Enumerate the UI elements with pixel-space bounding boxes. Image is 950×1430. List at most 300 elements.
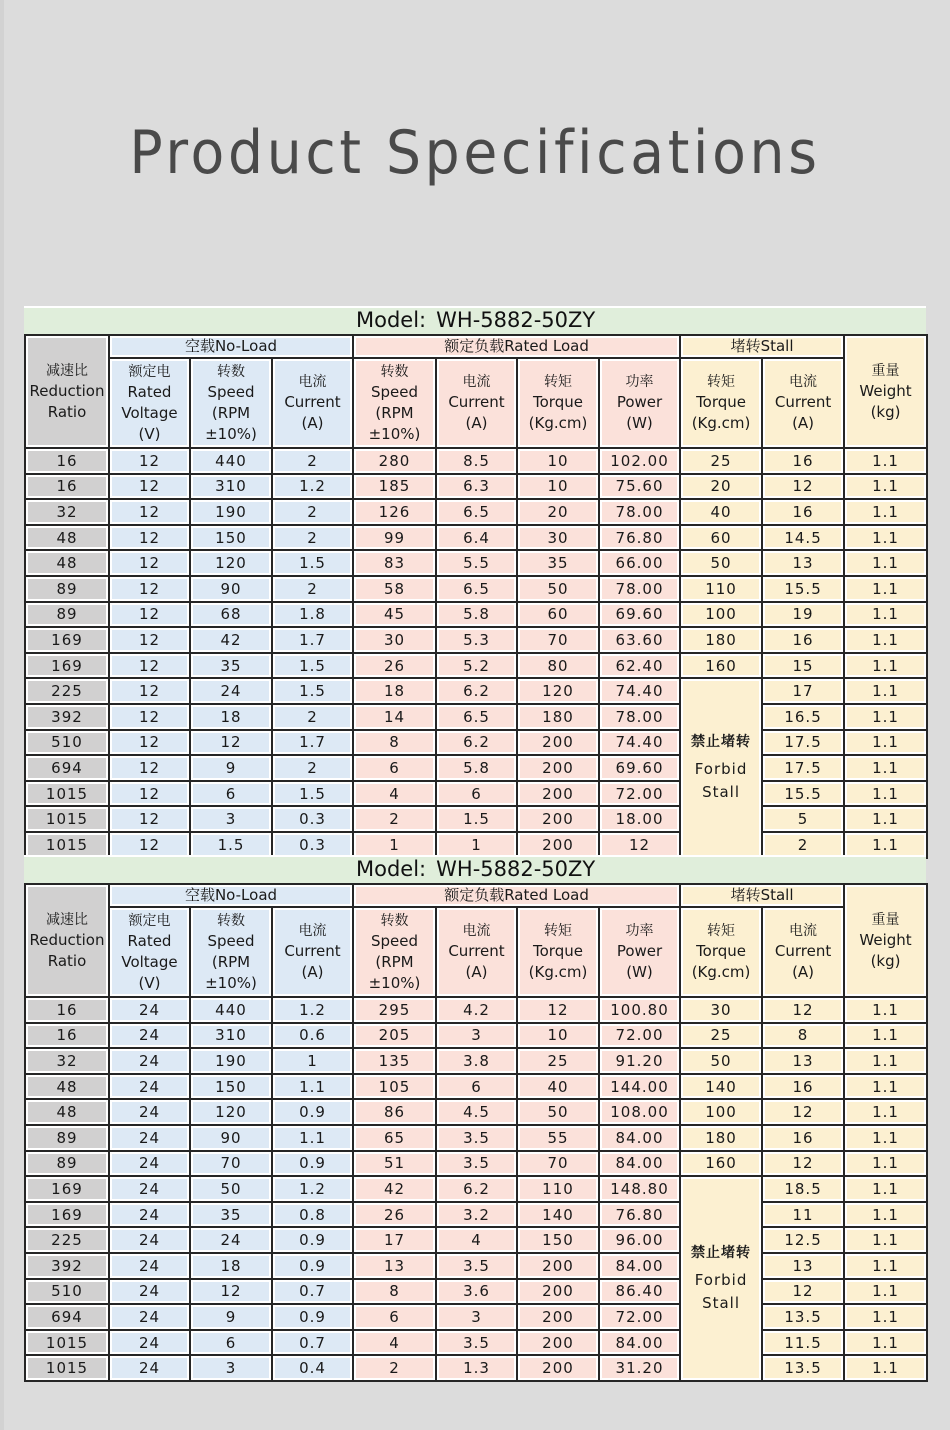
cell-rated-current: 3.5 — [436, 1253, 517, 1279]
cell-stall-current: 15.5 — [762, 576, 844, 602]
cell-weight: 1.1 — [844, 1279, 927, 1305]
cell-rated-speed: 51 — [353, 1151, 436, 1177]
cell-no-load-current: 1.7 — [272, 627, 353, 653]
table-row — [25, 602, 927, 628]
cell-no-load-voltage: 24 — [109, 1074, 190, 1100]
cell-rated-torque: 200 — [517, 1355, 599, 1381]
cell-stall-current: 19 — [762, 602, 844, 628]
cell-reduction-ratio: 32 — [25, 1048, 109, 1074]
model-header — [24, 306, 926, 334]
cell-no-load-voltage: 24 — [109, 1253, 190, 1279]
model-id: WH-5882-50ZY — [436, 308, 596, 332]
spec-table — [24, 883, 928, 1382]
cell-reduction-ratio: 694 — [25, 755, 109, 781]
spec-table-body — [25, 448, 927, 858]
cell-rated-torque: 120 — [517, 678, 599, 704]
cell-reduction-ratio: 16 — [25, 448, 109, 474]
cell-weight: 1.1 — [844, 653, 927, 679]
model-label: Model: — [356, 308, 427, 332]
page-title: Product Specifications — [129, 118, 821, 188]
cell-reduction-ratio: 169 — [25, 627, 109, 653]
cell-rated-torque: 200 — [517, 1253, 599, 1279]
spec-table — [24, 334, 928, 859]
table-row — [25, 627, 927, 653]
cell-rated-power: 18.00 — [599, 806, 680, 832]
cell-weight: 1.1 — [844, 602, 927, 628]
cell-stall-current: 17.5 — [762, 730, 844, 756]
cell-rated-current: 4.2 — [436, 997, 517, 1023]
cell-no-load-speed: 440 — [190, 997, 272, 1023]
cell-no-load-voltage: 24 — [109, 1151, 190, 1177]
cell-reduction-ratio: 392 — [25, 704, 109, 730]
spec-table-body — [25, 997, 927, 1381]
cell-rated-power: 69.60 — [599, 755, 680, 781]
cell-rated-current: 1.5 — [436, 806, 517, 832]
cell-no-load-voltage: 12 — [109, 550, 190, 576]
header-stall-current: 电流 Current (A) — [762, 907, 844, 997]
cell-reduction-ratio: 16 — [25, 1023, 109, 1049]
cell-no-load-speed: 6 — [190, 1330, 272, 1356]
cell-no-load-voltage: 12 — [109, 832, 190, 858]
cell-stall-current: 15.5 — [762, 781, 844, 807]
cell-rated-torque: 70 — [517, 627, 599, 653]
header-stall-group: 堵转Stall — [680, 884, 844, 907]
cell-no-load-current: 1.1 — [272, 1125, 353, 1151]
cell-rated-current: 6.4 — [436, 525, 517, 551]
cell-weight: 1.1 — [844, 1355, 927, 1381]
cell-stall-current: 14.5 — [762, 525, 844, 551]
cell-rated-speed: 135 — [353, 1048, 436, 1074]
cell-no-load-current: 0.9 — [272, 1304, 353, 1330]
table-row — [25, 499, 927, 525]
cell-no-load-current: 1.5 — [272, 550, 353, 576]
cell-no-load-voltage: 12 — [109, 627, 190, 653]
table-row — [25, 1253, 927, 1279]
cell-rated-speed: 26 — [353, 1202, 436, 1228]
cell-weight: 1.1 — [844, 448, 927, 474]
cell-rated-current: 8.5 — [436, 448, 517, 474]
cell-rated-current: 5.2 — [436, 653, 517, 679]
cell-no-load-speed: 35 — [190, 1202, 272, 1228]
cell-rated-torque: 12 — [517, 997, 599, 1023]
cell-rated-torque: 200 — [517, 1279, 599, 1305]
cell-weight: 1.1 — [844, 1074, 927, 1100]
cell-reduction-ratio: 510 — [25, 730, 109, 756]
cell-no-load-voltage: 24 — [109, 1176, 190, 1202]
cell-reduction-ratio: 16 — [25, 474, 109, 500]
cell-no-load-voltage: 12 — [109, 781, 190, 807]
cell-no-load-current: 1.8 — [272, 602, 353, 628]
cell-weight: 1.1 — [844, 1125, 927, 1151]
cell-reduction-ratio: 89 — [25, 602, 109, 628]
cell-stall-torque: 25 — [680, 448, 762, 474]
header-rated-torque: 转矩 Torque (Kg.cm) — [517, 907, 599, 997]
cell-rated-current: 3.2 — [436, 1202, 517, 1228]
cell-no-load-speed: 12 — [190, 1279, 272, 1305]
header-stall-torque: 转矩 Torque (Kg.cm) — [680, 907, 762, 997]
cell-reduction-ratio: 89 — [25, 1125, 109, 1151]
table-row — [25, 755, 927, 781]
cell-rated-current: 3.5 — [436, 1125, 517, 1151]
cell-weight: 1.1 — [844, 1023, 927, 1049]
header-weight: 重量 Weight (kg) — [844, 335, 927, 448]
cell-no-load-speed: 3 — [190, 1355, 272, 1381]
cell-no-load-voltage: 12 — [109, 755, 190, 781]
cell-no-load-speed: 18 — [190, 704, 272, 730]
cell-reduction-ratio: 510 — [25, 1279, 109, 1305]
cell-rated-power: 72.00 — [599, 1304, 680, 1330]
cell-rated-torque: 40 — [517, 1074, 599, 1100]
cell-rated-speed: 6 — [353, 755, 436, 781]
cell-no-load-current: 1.2 — [272, 474, 353, 500]
cell-rated-torque: 50 — [517, 576, 599, 602]
header-stall-group: 堵转Stall — [680, 335, 844, 358]
cell-stall-torque: 50 — [680, 550, 762, 576]
table-row — [25, 448, 927, 474]
table-row — [25, 730, 927, 756]
cell-no-load-current: 2 — [272, 525, 353, 551]
cell-rated-current: 6.2 — [436, 730, 517, 756]
cell-no-load-current: 0.9 — [272, 1099, 353, 1125]
cell-stall-torque: 160 — [680, 653, 762, 679]
cell-rated-power: 78.00 — [599, 499, 680, 525]
cell-no-load-voltage: 12 — [109, 678, 190, 704]
cell-rated-power: 91.20 — [599, 1048, 680, 1074]
cell-rated-torque: 150 — [517, 1227, 599, 1253]
cell-stall-current: 16.5 — [762, 704, 844, 730]
cell-rated-current: 5.8 — [436, 755, 517, 781]
cell-stall-current: 17.5 — [762, 755, 844, 781]
cell-weight: 1.1 — [844, 576, 927, 602]
cell-no-load-voltage: 12 — [109, 704, 190, 730]
cell-rated-speed: 13 — [353, 1253, 436, 1279]
cell-no-load-voltage: 24 — [109, 1202, 190, 1228]
cell-weight: 1.1 — [844, 1176, 927, 1202]
cell-reduction-ratio: 1015 — [25, 806, 109, 832]
cell-stall-torque: 140 — [680, 1074, 762, 1100]
cell-rated-power: 62.40 — [599, 653, 680, 679]
cell-no-load-current: 1.2 — [272, 1176, 353, 1202]
cell-no-load-voltage: 24 — [109, 997, 190, 1023]
cell-no-load-speed: 190 — [190, 1048, 272, 1074]
cell-no-load-speed: 35 — [190, 653, 272, 679]
cell-rated-current: 6.5 — [436, 576, 517, 602]
cell-weight: 1.1 — [844, 627, 927, 653]
cell-rated-torque: 10 — [517, 1023, 599, 1049]
cell-stall-current: 15 — [762, 653, 844, 679]
cell-no-load-speed: 9 — [190, 755, 272, 781]
cell-rated-speed: 58 — [353, 576, 436, 602]
cell-rated-power: 84.00 — [599, 1151, 680, 1177]
cell-rated-speed: 105 — [353, 1074, 436, 1100]
cell-no-load-voltage: 12 — [109, 602, 190, 628]
cell-stall-current: 11.5 — [762, 1330, 844, 1356]
cell-stall-torque: 180 — [680, 627, 762, 653]
cell-rated-torque: 200 — [517, 1304, 599, 1330]
cell-no-load-voltage: 24 — [109, 1355, 190, 1381]
cell-rated-power: 84.00 — [599, 1330, 680, 1356]
cell-stall-current: 17 — [762, 678, 844, 704]
header-no-load-speed: 转数 Speed (RPM ±10%) — [190, 358, 272, 448]
cell-no-load-current: 0.3 — [272, 832, 353, 858]
cell-no-load-speed: 310 — [190, 474, 272, 500]
cell-rated-current: 6.2 — [436, 678, 517, 704]
header-rated-power: 功率 Power (W) — [599, 907, 680, 997]
cell-rated-torque: 50 — [517, 1099, 599, 1125]
cell-rated-speed: 83 — [353, 550, 436, 576]
cell-no-load-speed: 1.5 — [190, 832, 272, 858]
cell-weight: 1.1 — [844, 1330, 927, 1356]
spec-table-block-1 — [24, 306, 926, 859]
cell-no-load-speed: 70 — [190, 1151, 272, 1177]
cell-rated-power: 84.00 — [599, 1125, 680, 1151]
cell-no-load-voltage: 24 — [109, 1125, 190, 1151]
cell-rated-torque: 200 — [517, 781, 599, 807]
cell-rated-power: 76.80 — [599, 525, 680, 551]
cell-stall-torque: 40 — [680, 499, 762, 525]
cell-no-load-voltage: 24 — [109, 1048, 190, 1074]
cell-rated-torque: 200 — [517, 1330, 599, 1356]
forbid-stall-en-2: Stall — [702, 1293, 741, 1312]
cell-rated-current: 6.5 — [436, 499, 517, 525]
table-row — [25, 1176, 927, 1202]
table-row — [25, 1074, 927, 1100]
cell-rated-torque: 80 — [517, 653, 599, 679]
cell-no-load-speed: 24 — [190, 678, 272, 704]
cell-no-load-voltage: 24 — [109, 1304, 190, 1330]
cell-no-load-voltage: 24 — [109, 1227, 190, 1253]
cell-no-load-current: 0.6 — [272, 1023, 353, 1049]
cell-rated-current: 5.8 — [436, 602, 517, 628]
cell-rated-current: 5.3 — [436, 627, 517, 653]
cell-no-load-current: 2 — [272, 499, 353, 525]
cell-reduction-ratio: 48 — [25, 1074, 109, 1100]
cell-stall-torque: 25 — [680, 1023, 762, 1049]
header-no-load-voltage: 额定电 Rated Voltage (V) — [109, 907, 190, 997]
cell-reduction-ratio: 48 — [25, 550, 109, 576]
cell-no-load-current: 0.4 — [272, 1355, 353, 1381]
cell-rated-power: 74.40 — [599, 730, 680, 756]
cell-reduction-ratio: 392 — [25, 1253, 109, 1279]
cell-rated-power: 69.60 — [599, 602, 680, 628]
cell-rated-current: 3.6 — [436, 1279, 517, 1305]
cell-no-load-speed: 42 — [190, 627, 272, 653]
forbid-stall-en-2: Stall — [702, 782, 741, 801]
cell-no-load-voltage: 12 — [109, 525, 190, 551]
cell-reduction-ratio: 89 — [25, 1151, 109, 1177]
cell-rated-speed: 2 — [353, 806, 436, 832]
table-row — [25, 806, 927, 832]
cell-stall-current: 16 — [762, 499, 844, 525]
cell-no-load-current: 1.1 — [272, 1074, 353, 1100]
cell-reduction-ratio: 16 — [25, 997, 109, 1023]
cell-reduction-ratio: 169 — [25, 653, 109, 679]
cell-rated-current: 5.5 — [436, 550, 517, 576]
cell-no-load-speed: 150 — [190, 525, 272, 551]
header-rated-speed: 转数 Speed (RPM ±10%) — [353, 358, 436, 448]
cell-rated-speed: 8 — [353, 730, 436, 756]
cell-no-load-voltage: 12 — [109, 806, 190, 832]
cell-weight: 1.1 — [844, 755, 927, 781]
cell-no-load-current: 1.5 — [272, 781, 353, 807]
cell-reduction-ratio: 48 — [25, 525, 109, 551]
cell-no-load-current: 2 — [272, 448, 353, 474]
cell-weight: 1.1 — [844, 1227, 927, 1253]
cell-rated-current: 6.2 — [436, 1176, 517, 1202]
header-rated-current: 电流 Current (A) — [436, 358, 517, 448]
cell-no-load-current: 0.7 — [272, 1330, 353, 1356]
table-row — [25, 1330, 927, 1356]
cell-rated-power: 78.00 — [599, 576, 680, 602]
cell-weight: 1.1 — [844, 1099, 927, 1125]
cell-stall-torque: 60 — [680, 525, 762, 551]
cell-stall-current: 5 — [762, 806, 844, 832]
cell-rated-speed: 30 — [353, 627, 436, 653]
cell-stall-current: 16 — [762, 1074, 844, 1100]
cell-reduction-ratio: 169 — [25, 1202, 109, 1228]
cell-stall-torque: 180 — [680, 1125, 762, 1151]
cell-no-load-voltage: 12 — [109, 474, 190, 500]
cell-reduction-ratio: 48 — [25, 1099, 109, 1125]
cell-no-load-voltage: 24 — [109, 1023, 190, 1049]
cell-reduction-ratio: 1015 — [25, 1355, 109, 1381]
cell-no-load-voltage: 12 — [109, 576, 190, 602]
cell-no-load-speed: 90 — [190, 576, 272, 602]
cell-no-load-speed: 50 — [190, 1176, 272, 1202]
cell-rated-speed: 8 — [353, 1279, 436, 1305]
cell-rated-power: 72.00 — [599, 781, 680, 807]
cell-rated-speed: 42 — [353, 1176, 436, 1202]
cell-reduction-ratio: 1015 — [25, 832, 109, 858]
cell-no-load-speed: 24 — [190, 1227, 272, 1253]
cell-rated-torque: 200 — [517, 730, 599, 756]
cell-stall-current: 12.5 — [762, 1227, 844, 1253]
cell-rated-speed: 295 — [353, 997, 436, 1023]
cell-rated-current: 3.5 — [436, 1330, 517, 1356]
cell-stall-torque: 100 — [680, 1099, 762, 1125]
cell-rated-speed: 18 — [353, 678, 436, 704]
cell-rated-current: 3 — [436, 1304, 517, 1330]
cell-rated-power: 76.80 — [599, 1202, 680, 1228]
cell-stall-torque: 30 — [680, 997, 762, 1023]
cell-no-load-current: 1.5 — [272, 678, 353, 704]
cell-rated-power: 102.00 — [599, 448, 680, 474]
header-no-load-group: 空载No-Load — [109, 884, 353, 907]
table-row — [25, 1355, 927, 1381]
table-row — [25, 997, 927, 1023]
cell-stall-current: 12 — [762, 474, 844, 500]
cell-stall-current: 13.5 — [762, 1304, 844, 1330]
table-row — [25, 474, 927, 500]
cell-rated-power: 84.00 — [599, 1253, 680, 1279]
cell-rated-torque: 200 — [517, 832, 599, 858]
cell-weight: 1.1 — [844, 1253, 927, 1279]
table-row — [25, 1304, 927, 1330]
header-stall-torque: 转矩 Torque (Kg.cm) — [680, 358, 762, 448]
cell-rated-power: 31.20 — [599, 1355, 680, 1381]
cell-rated-power: 100.80 — [599, 997, 680, 1023]
cell-rated-power: 96.00 — [599, 1227, 680, 1253]
cell-stall-current: 12 — [762, 1099, 844, 1125]
cell-weight: 1.1 — [844, 474, 927, 500]
cell-rated-power: 63.60 — [599, 627, 680, 653]
cell-weight: 1.1 — [844, 1202, 927, 1228]
cell-rated-torque: 30 — [517, 525, 599, 551]
model-label: Model: — [356, 857, 427, 881]
cell-rated-current: 1 — [436, 832, 517, 858]
table-row — [25, 1048, 927, 1074]
table-row — [25, 832, 927, 858]
cell-stall-torque: 110 — [680, 576, 762, 602]
cell-no-load-current: 0.9 — [272, 1253, 353, 1279]
cell-no-load-speed: 120 — [190, 550, 272, 576]
cell-rated-torque: 140 — [517, 1202, 599, 1228]
header-no-load-speed: 转数 Speed (RPM ±10%) — [190, 907, 272, 997]
cell-rated-speed: 45 — [353, 602, 436, 628]
cell-no-load-speed: 310 — [190, 1023, 272, 1049]
cell-rated-speed: 65 — [353, 1125, 436, 1151]
cell-rated-power: 12 — [599, 832, 680, 858]
cell-rated-speed: 280 — [353, 448, 436, 474]
cell-no-load-current: 1.5 — [272, 653, 353, 679]
cell-rated-current: 1.3 — [436, 1355, 517, 1381]
cell-rated-torque: 35 — [517, 550, 599, 576]
cell-rated-torque: 200 — [517, 755, 599, 781]
cell-rated-speed: 205 — [353, 1023, 436, 1049]
cell-rated-speed: 185 — [353, 474, 436, 500]
forbid-stall-cn: 禁止堵转 — [691, 733, 752, 750]
spec-table-block-2 — [24, 855, 926, 1382]
cell-weight: 1.1 — [844, 499, 927, 525]
cell-weight: 1.1 — [844, 806, 927, 832]
cell-stall-torque: 160 — [680, 1151, 762, 1177]
cell-reduction-ratio: 225 — [25, 678, 109, 704]
table-row — [25, 1279, 927, 1305]
cell-no-load-speed: 190 — [190, 499, 272, 525]
forbid-stall-cell — [680, 1176, 762, 1381]
cell-no-load-voltage: 24 — [109, 1330, 190, 1356]
table-row — [25, 1125, 927, 1151]
cell-stall-current: 13 — [762, 550, 844, 576]
forbid-stall-cn: 禁止堵转 — [691, 1244, 752, 1261]
cell-no-load-current: 0.3 — [272, 806, 353, 832]
cell-no-load-speed: 12 — [190, 730, 272, 756]
cell-no-load-current: 2 — [272, 576, 353, 602]
cell-rated-power: 144.00 — [599, 1074, 680, 1100]
cell-no-load-speed: 90 — [190, 1125, 272, 1151]
model-header — [24, 855, 926, 883]
cell-rated-current: 4 — [436, 1227, 517, 1253]
cell-weight: 1.1 — [844, 1304, 927, 1330]
cell-stall-current: 12 — [762, 1151, 844, 1177]
cell-no-load-current: 1 — [272, 1048, 353, 1074]
model-id: WH-5882-50ZY — [436, 857, 596, 881]
cell-rated-torque: 25 — [517, 1048, 599, 1074]
cell-weight: 1.1 — [844, 997, 927, 1023]
cell-no-load-voltage: 12 — [109, 730, 190, 756]
cell-rated-torque: 180 — [517, 704, 599, 730]
cell-rated-torque: 110 — [517, 1176, 599, 1202]
table-row — [25, 1023, 927, 1049]
cell-rated-current: 4.5 — [436, 1099, 517, 1125]
cell-reduction-ratio: 169 — [25, 1176, 109, 1202]
cell-no-load-speed: 18 — [190, 1253, 272, 1279]
cell-stall-current: 16 — [762, 448, 844, 474]
table-row — [25, 1227, 927, 1253]
cell-no-load-voltage: 24 — [109, 1279, 190, 1305]
cell-rated-speed: 14 — [353, 704, 436, 730]
cell-stall-current: 13 — [762, 1048, 844, 1074]
